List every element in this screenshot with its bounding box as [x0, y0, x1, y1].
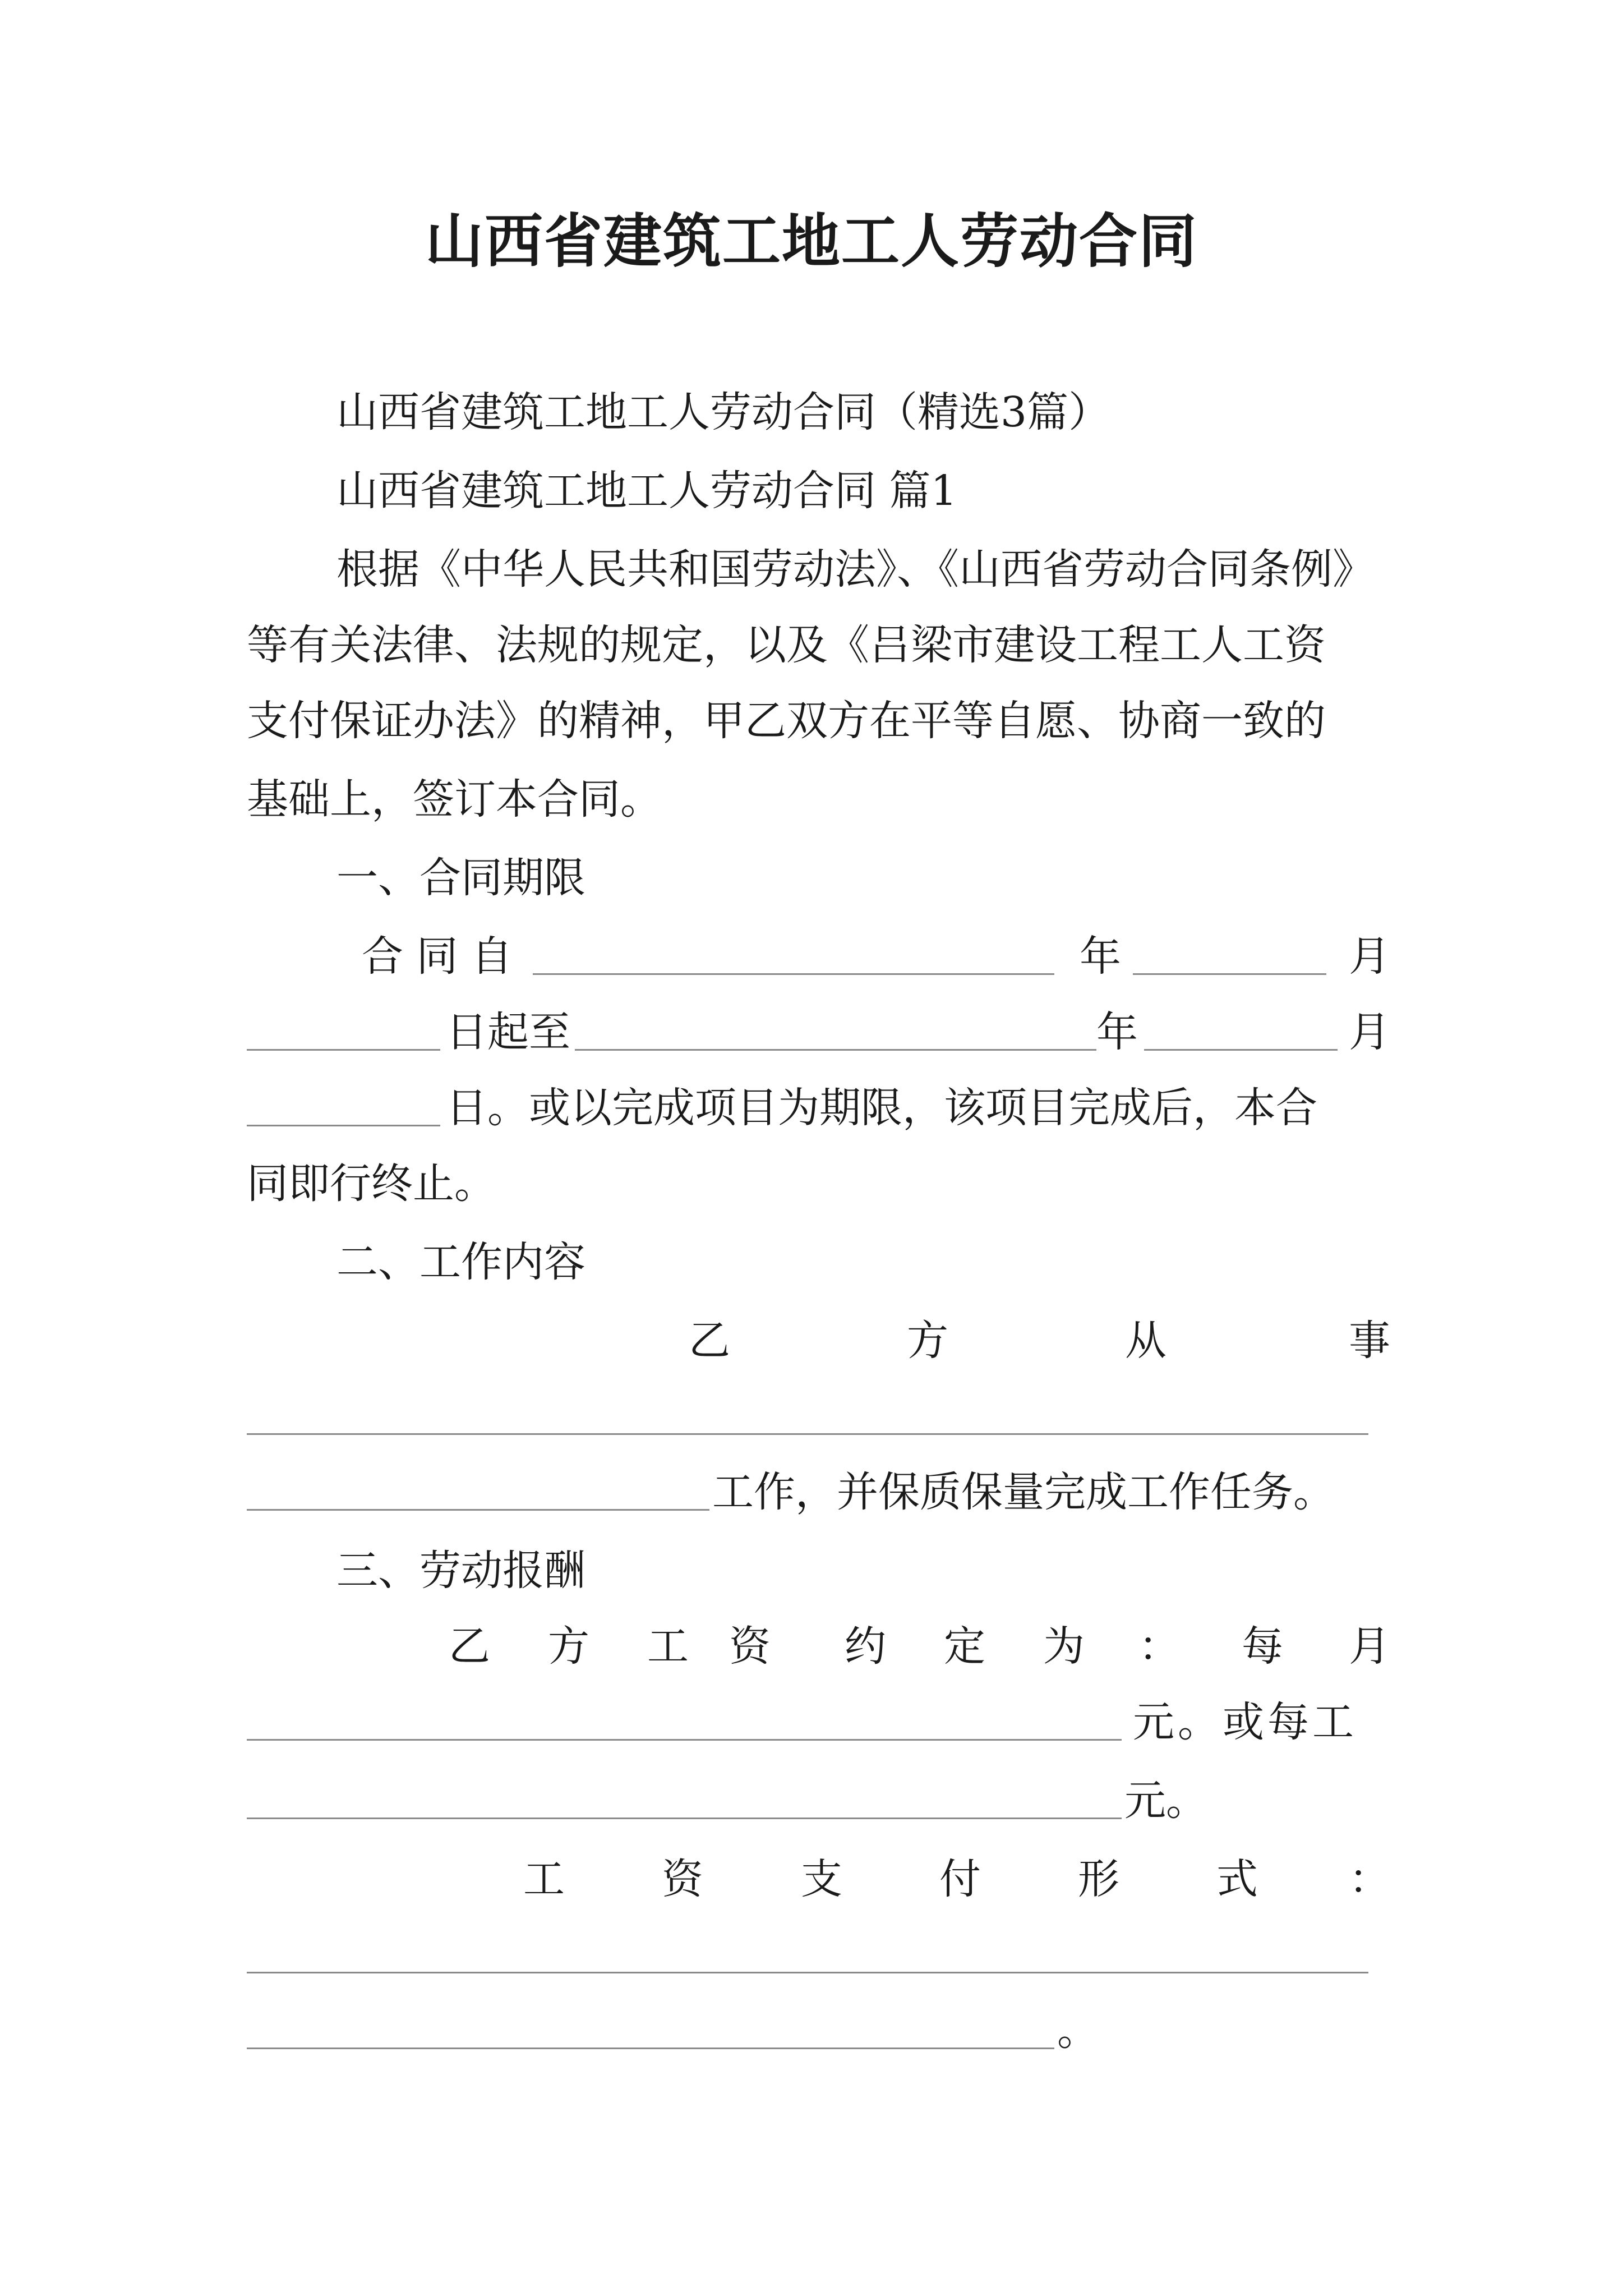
work-content-blank-2[interactable] — [247, 1509, 709, 1511]
pay-heading: 三、劳动报酬 — [336, 1547, 585, 1595]
term-month-label: 月 — [1349, 932, 1390, 981]
method-char-4: 付 — [939, 1855, 981, 1903]
start-day-blank[interactable] — [247, 1049, 440, 1051]
work-char-4: 事 — [1349, 1317, 1390, 1365]
pay-yuan: 元。 — [1124, 1777, 1207, 1825]
pay-char-5: 约 — [845, 1622, 886, 1671]
end-year-blank[interactable] — [575, 1049, 1096, 1051]
term-heading: 一、合同期限 — [336, 854, 585, 902]
method-char-3: 支 — [801, 1855, 842, 1903]
start-date-blank[interactable] — [533, 973, 1054, 975]
pay-char-9: 每 — [1242, 1622, 1283, 1671]
end-day-blank[interactable] — [247, 1125, 440, 1126]
pay-char-3: 工 — [647, 1622, 689, 1671]
term-start-prefix: 合 同 自 — [362, 932, 513, 981]
monthly-wage-blank[interactable] — [247, 1739, 1122, 1741]
method-char-6: 式 — [1216, 1855, 1258, 1903]
section-heading: 山西省建筑工地工人劳动合同 篇1 — [336, 467, 957, 515]
method-char-5: 形 — [1078, 1855, 1119, 1903]
pay-char-2: 方 — [548, 1622, 589, 1671]
subtitle: 山西省建筑工地工人劳动合同（精选3篇） — [336, 388, 1110, 436]
pay-char-4: 资 — [729, 1622, 771, 1671]
intro-line-3: 支付保证办法》的精神，甲乙双方在平等自愿、协商一致的 — [247, 697, 1326, 745]
term-year-label: 年 — [1080, 932, 1121, 981]
method-char-7: ： — [1349, 1855, 1390, 1903]
pay-char-7: 为 — [1043, 1622, 1085, 1671]
start-month-blank[interactable] — [1133, 973, 1326, 975]
pay-method-blank-1[interactable] — [247, 1972, 1368, 1973]
work-char-3: 从 — [1125, 1317, 1166, 1365]
work-suffix: 工作，并保质保量完成工作任务。 — [712, 1468, 1335, 1516]
pay-yuan-or: 元。或每工 — [1133, 1698, 1357, 1746]
daily-wage-blank[interactable] — [247, 1818, 1122, 1819]
document-title: 山西省建筑工地工人劳动合同 — [425, 206, 1198, 275]
work-char-2: 方 — [907, 1317, 948, 1365]
intro-line-2: 等有关法律、法规的规定，以及《吕梁市建设工程工人工资 — [247, 621, 1326, 669]
work-heading: 二、工作内容 — [336, 1238, 585, 1286]
intro-line-4: 基础上，签订本合同。 — [247, 775, 662, 823]
term-month2-label: 月 — [1349, 1008, 1390, 1056]
term-end-text: 日。或以完成项目为期限，该项目完成后，本合 — [446, 1084, 1317, 1132]
pay-method-blank-2[interactable] — [247, 2047, 1054, 2049]
method-char-2: 资 — [662, 1855, 703, 1903]
intro-line-1: 根据《中华人民共和国劳动法》、《山西省劳动合同条例》 — [336, 545, 1374, 593]
work-char-1: 乙 — [689, 1317, 730, 1365]
pay-char-8: ： — [1138, 1622, 1180, 1671]
pay-char-1: 乙 — [449, 1622, 490, 1671]
term-year2-label: 年 — [1096, 1008, 1138, 1056]
end-month-blank[interactable] — [1144, 1049, 1338, 1051]
pay-char-10: 月 — [1349, 1622, 1390, 1671]
term-day-to: 日起至 — [446, 1008, 570, 1056]
term-end-text-2: 同即行终止。 — [247, 1159, 496, 1208]
work-content-blank-1[interactable] — [247, 1433, 1368, 1435]
pay-end-period: 。 — [1057, 2007, 1099, 2055]
method-char-1: 工 — [523, 1855, 565, 1903]
pay-char-6: 定 — [944, 1622, 985, 1671]
